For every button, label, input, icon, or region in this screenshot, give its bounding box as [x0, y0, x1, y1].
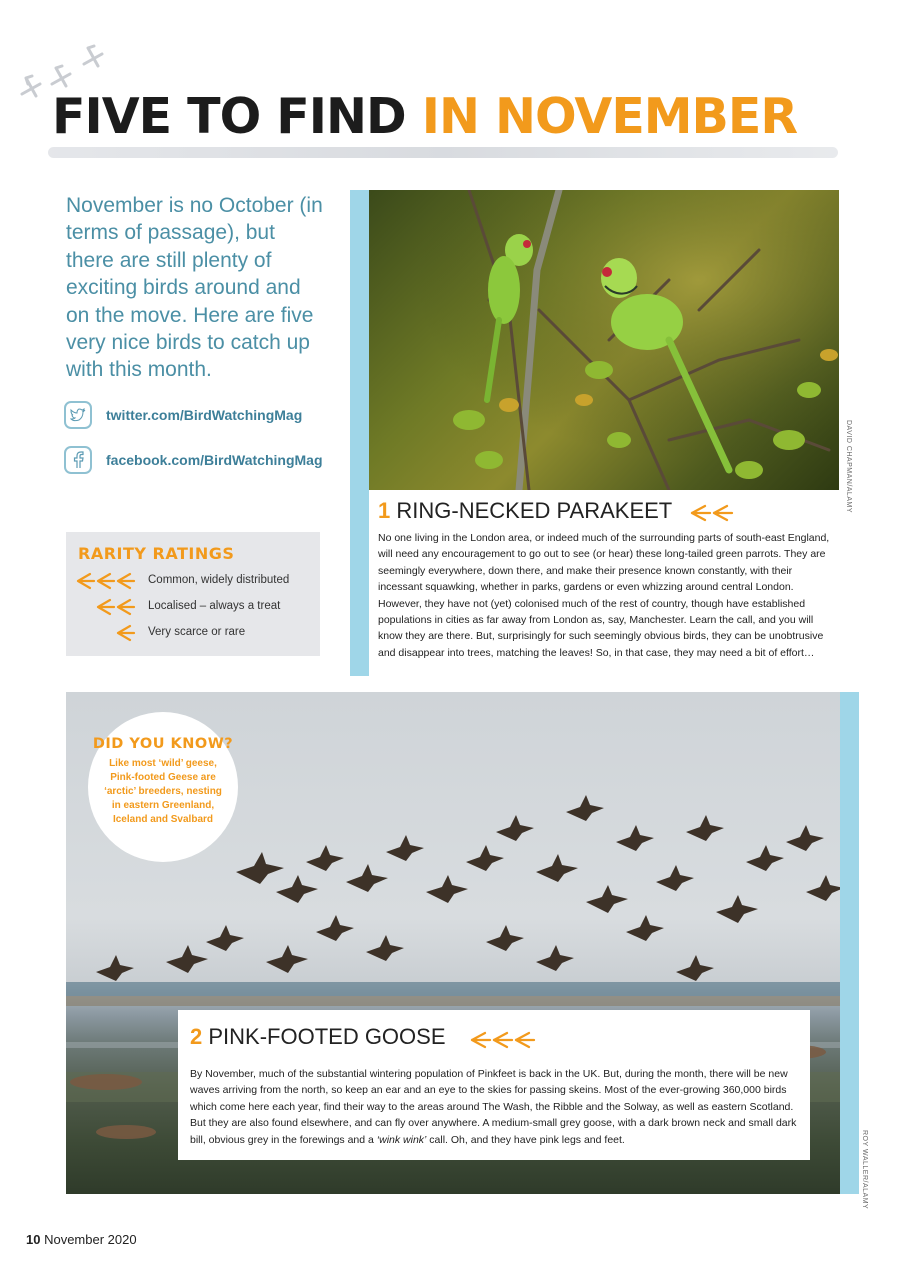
two-arrows-icon: [94, 598, 140, 616]
facebook-link-text[interactable]: facebook.com/BirdWatchingMag: [106, 452, 323, 468]
title-underline: [48, 147, 838, 158]
page-title: [52, 84, 797, 150]
facebook-link[interactable]: [64, 444, 334, 476]
one-arrow-icon: [114, 624, 140, 642]
parakeet-photo: [369, 190, 839, 490]
section-2-body-part-2: call. Oh, and they have pink legs and feet.: [426, 1133, 625, 1146]
page-footer: [26, 1232, 137, 1247]
photo-credit-2: ROY WALLER/ALAMY: [861, 1130, 868, 1210]
section-2-accent-bar: [840, 692, 859, 1194]
section-1-title: [378, 498, 672, 524]
section-2-title: [190, 1024, 446, 1050]
rarity-row-localised: [66, 598, 320, 618]
section-2-body-emphasis: ‘wink wink’: [376, 1133, 427, 1146]
section-2-textbox: [178, 1010, 810, 1160]
twitter-bird-icon: [64, 401, 92, 429]
section-2-name: PINK-FOOTED GOOSE: [208, 1024, 446, 1049]
section-2-body-part-1: By November, much of the substantial wintering population of Pinkfeet is back in the UK. But, during the month, there will be new waves arriving from the north, so keep an ear and an eye to the skies for passing skeins. Most of the ever-growing 360,000 birds which come here each year, find their way to the areas around The Wash, the Ribble and the Solway, as well as eastern Scotland. But they are also found elsewhere, and can fly over anywhere. A medium-small grey goose, with a dark brown neck and small dark bill, obvious grey in the forewings and a: [190, 1068, 797, 1146]
facebook-f-icon: [64, 446, 92, 474]
page-number: 10: [26, 1232, 41, 1247]
photo-credit-1: DAVID CHAPMAN/ALAMY: [845, 420, 852, 513]
rarity-ratings-box: [66, 532, 320, 656]
did-you-know-text: Like most ‘wild’ geese, Pink-footed Geese are ‘arctic’ breeders, nesting in eastern Greenland, Iceland and Svalbard: [104, 758, 222, 825]
rarity-label-rare: Very scarce or rare: [148, 626, 246, 638]
rarity-row-rare: [66, 624, 320, 644]
section-1-number: 1: [378, 498, 391, 523]
did-you-know-bubble: [88, 712, 238, 862]
issue-date: November 2020: [40, 1232, 137, 1247]
section-2-body: [190, 1066, 798, 1148]
intro-text: November is no October (in terms of passage), but there are still plenty of exciting birds around and on the move. Here are five very nice birds to catch up with this month.: [66, 194, 323, 382]
title-orange-part: IN NOVEMBER: [421, 88, 798, 145]
parakeet-illustration: [369, 190, 839, 490]
section-1-accent-bar: [350, 190, 369, 676]
twitter-link[interactable]: [64, 399, 334, 431]
rating-three-arrows-icon: [468, 1030, 540, 1050]
twitter-link-text[interactable]: twitter.com/BirdWatchingMag: [106, 407, 303, 423]
rarity-label-common: Common, widely distributed: [148, 574, 290, 586]
section-2-number: 2: [190, 1024, 203, 1049]
rarity-row-common: [66, 572, 320, 592]
section-1-body: No one living in the London area, or indeed much of the surrounding parts of south-east England, will need any encouragement to go out to see (or hear) these long-tailed green parrots. They are seemingly everywhere, down there, and make their presence known constantly, with their incessant squawking, whether in parks, gardens or even whizzing around central London. However, they have not (yet) colonised much of the rest of country, though have established populations in cities as far away from London as, say, Manchester. Learn the call, and you will know they are there. But, surprisingly for such seemingly obvious birds, they can be unobtrusive and disappear into trees, matching the leaves! So, in that case, they may need a bit of effort…: [378, 532, 830, 659]
did-you-know-title: DID YOU KNOW?: [92, 736, 234, 752]
three-arrows-icon: [74, 572, 140, 590]
title-dark-part: FIVE TO FIND: [52, 88, 422, 145]
rating-two-arrows-icon: [688, 503, 738, 523]
section-1-name: RING-NECKED PARAKEET: [396, 498, 673, 523]
rarity-label-localised: Localised – always a treat: [148, 600, 281, 612]
rarity-ratings-title: RARITY RATINGS: [78, 544, 235, 563]
